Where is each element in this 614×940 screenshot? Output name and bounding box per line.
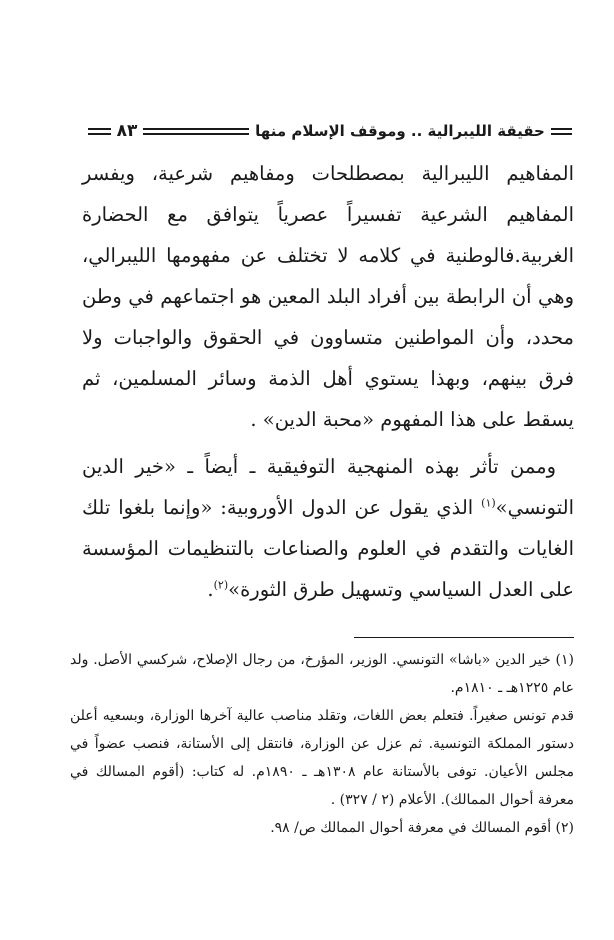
footnotes [70, 646, 574, 842]
footnote-1: (١) خير الدين «باشا» التونسي. الوزير، المؤرخ، من رجال الإصلاح، شركسي الأصل. ولد عام ١٢٢٥هـ ـ ١٨١٠م. [70, 652, 574, 696]
footnote-ref-1: (١) [481, 496, 496, 510]
paragraph-2-start: وممن تأثر بهذه المنهجية التوفيقية ـ أيضاً ـ «خير الدين التونسي» [82, 455, 574, 519]
paragraph-1: المفاهيم الليبرالية بمصطلحات ومفاهيم شرعية، ويفسر المفاهيم الشرعية تفسيراً عصرياً يتوافق مع الحضارة الغربية.فالوطنية في كلامه لا تختلف عن مفهومها الليبرالي، وهي أن الرابطة بين أفراد البلد المعين هو اجتماعهم في وطن محدد، وأن المواطنين متساوون في الحقوق والواجبات ولا فرق بينهم، وبهذا يستوي أهل الذمة وسائر المسلمين، ثم يسقط على هذا المفهوم «محبة الدين» . [82, 162, 574, 431]
footnote-2: (٢) أقوم المسالك في معرفة أحوال الممالك ص/ ٩٨. [270, 820, 574, 836]
footnote-1-continued: قدم تونس صغيراً. فتعلم بعض اللغات، وتقلد مناصب عالية آخرها الوزارة، وبسعيه أعلن دستور المملكة التونسية. ثم عزل عن الوزارة، فانتقل إلى الأستانة، فنصب عضواً في مجلس الأعيان. توفى بالأستانة عام ١٣٠٨هـ ـ ١٨٩٠م. له كتاب: (أقوم المسالك في معرفة أحوال الممالك). الأعلام (٢ / ٣٢٧) . [70, 708, 574, 808]
page-number: ٨٣ [116, 121, 138, 141]
header-rule-right [551, 128, 572, 135]
footnote-ref-2: (٢) [213, 578, 229, 592]
header-rule-middle [143, 128, 249, 135]
running-header [88, 116, 572, 146]
footnote-separator [354, 637, 574, 638]
paragraph-2-end: . [207, 578, 214, 601]
paragraph-2-quote: الذي يقول عن الدول الأوروبية: «وإنما بلغوا تلك الغايات والتقدم في العلوم والصناعات بالتنظيمات المؤسسة على العدل السياسي وتسهيل طرق الثورة» [82, 496, 574, 601]
running-title: حقيقة الليبرالية .. وموقف الإسلام منها [255, 122, 545, 140]
header-rule-left [88, 128, 111, 135]
paragraph-2 [82, 446, 574, 610]
main-text [82, 153, 574, 610]
